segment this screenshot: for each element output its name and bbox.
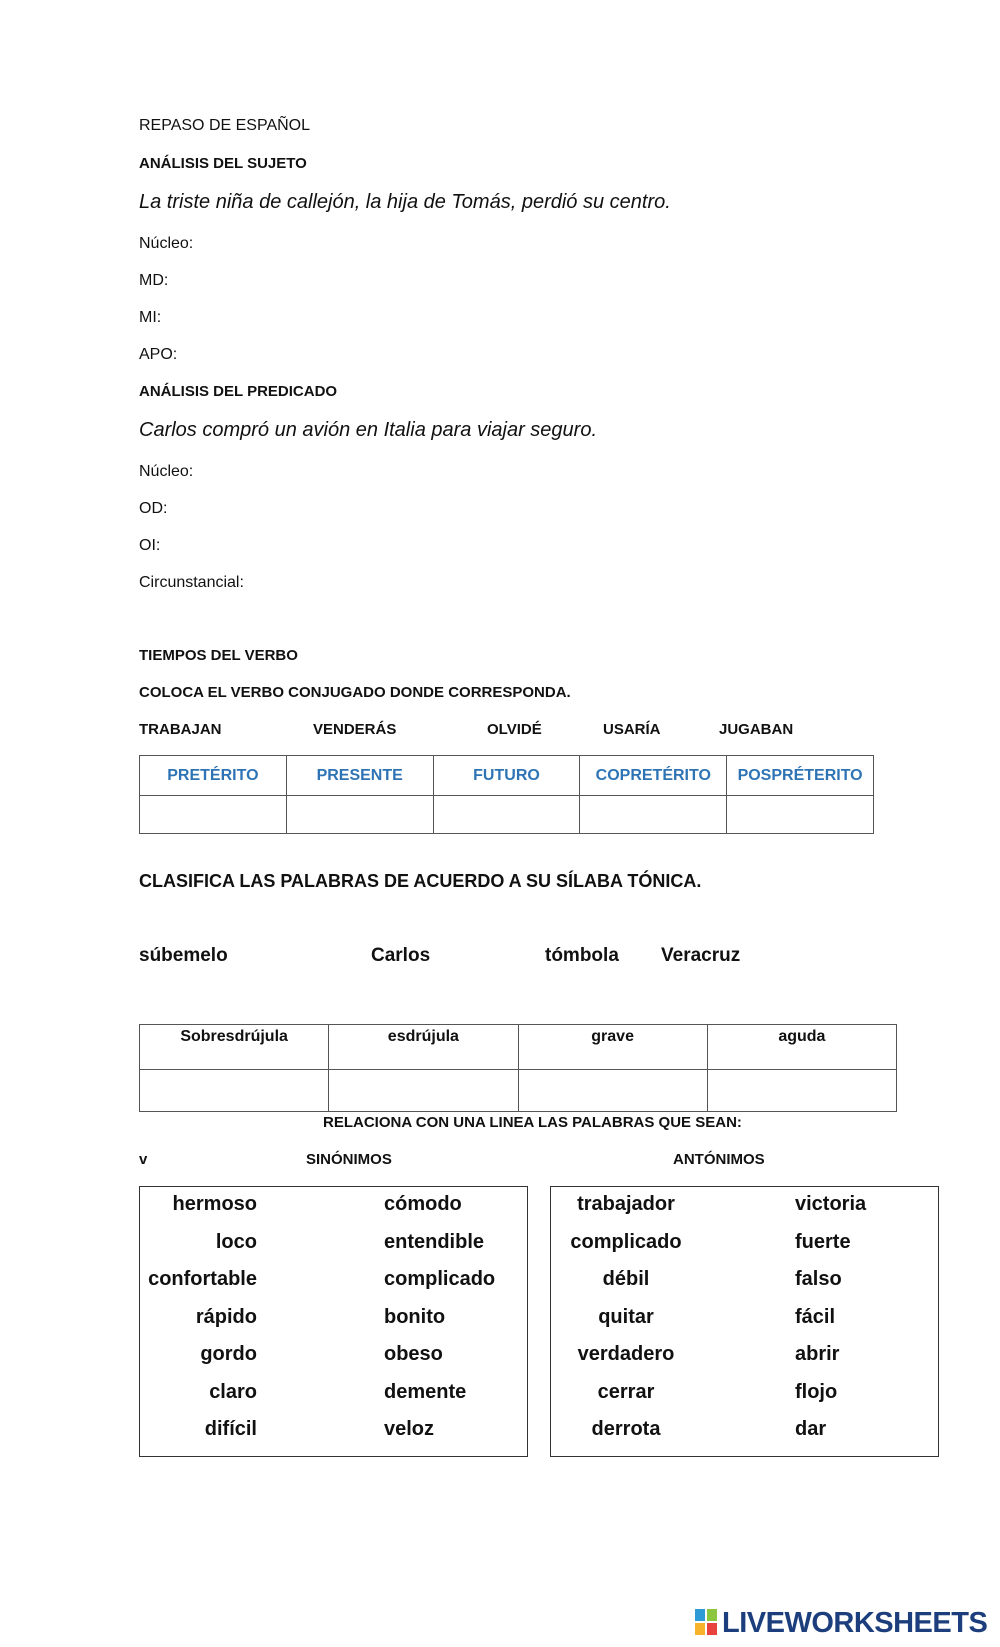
- antonym-left-word[interactable]: complicado: [570, 1230, 682, 1253]
- synonym-right-word[interactable]: bonito: [384, 1305, 446, 1328]
- antonym-right-word[interactable]: flojo: [795, 1380, 838, 1403]
- syllable-answer-cell[interactable]: [140, 1070, 329, 1112]
- synonym-left-word[interactable]: claro: [209, 1380, 257, 1403]
- predicate-field-oi: OI:: [139, 537, 161, 554]
- syllable-word: Carlos: [371, 945, 431, 966]
- subject-field-nucleo: Núcleo:: [139, 235, 194, 252]
- subject-field-md: MD:: [139, 272, 169, 289]
- synonym-left-word[interactable]: rápido: [195, 1305, 257, 1328]
- tense-header-presente: PRESENTE: [286, 756, 433, 796]
- antonym-right-word[interactable]: fácil: [795, 1305, 836, 1328]
- antonym-right-word[interactable]: victoria: [795, 1193, 867, 1215]
- antonym-left-word[interactable]: débil: [602, 1268, 650, 1290]
- syllable-answer-cell[interactable]: [518, 1070, 707, 1112]
- antonym-right-word[interactable]: dar: [795, 1418, 827, 1440]
- tense-header-futuro: FUTURO: [433, 756, 580, 796]
- antonyms-label: ANTÓNIMOS: [673, 1151, 765, 1168]
- antonym-left-word[interactable]: cerrar: [597, 1380, 655, 1403]
- synonyms-right-column: [384, 1186, 524, 1449]
- synonym-left-word[interactable]: loco: [215, 1230, 257, 1253]
- subject-field-mi: MI:: [139, 309, 162, 326]
- antonym-right-word[interactable]: abrir: [795, 1343, 840, 1365]
- synonym-right-word[interactable]: complicado: [384, 1268, 496, 1290]
- syllable-header-aguda: aguda: [707, 1025, 896, 1070]
- liveworksheets-wordmark: LIVEWORKSHEETS: [722, 1606, 988, 1639]
- syllable-header-grave: grave: [518, 1025, 707, 1070]
- synonym-right-word[interactable]: cómodo: [384, 1193, 462, 1215]
- relate-marker: v: [139, 1151, 148, 1168]
- predicate-sentence: Carlos compró un avión en Italia para viajar seguro.: [139, 419, 598, 441]
- liveworksheets-mark-icon: [695, 1609, 719, 1637]
- page-title: REPASO DE ESPAÑOL: [139, 117, 311, 134]
- tense-header-pospreterito: POSPRÉTERITO: [727, 756, 874, 796]
- subject-sentence: La triste niña de callejón, la hija de Tomás, perdió su centro.: [139, 191, 671, 213]
- tense-header-preterito: PRETÉRITO: [140, 756, 287, 796]
- liveworksheets-logo: [695, 1608, 987, 1638]
- predicate-heading: ANÁLISIS DEL PREDICADO: [139, 383, 338, 400]
- predicate-field-circunstancial: Circunstancial:: [139, 574, 244, 591]
- syllables-heading: CLASIFICA LAS PALABRAS DE ACUERDO A SU SÍLABA TÓNICA.: [139, 871, 702, 891]
- subject-heading: ANÁLISIS DEL SUJETO: [139, 155, 307, 172]
- antonyms-right-column: [795, 1186, 925, 1449]
- tense-answer-cell[interactable]: [727, 796, 874, 834]
- antonyms-left-column: [556, 1186, 696, 1449]
- relate-heading: RELACIONA CON UNA LINEA LAS PALABRAS QUE SEAN:: [323, 1114, 742, 1131]
- syllable-word: súbemelo: [139, 945, 228, 966]
- verb-word: VENDERÁS: [313, 721, 397, 738]
- synonym-left-word[interactable]: gordo: [200, 1343, 257, 1365]
- synonym-left-word[interactable]: difícil: [204, 1418, 257, 1440]
- predicate-field-od: OD:: [139, 500, 168, 517]
- synonym-left-word[interactable]: hermoso: [172, 1193, 257, 1215]
- syllable-answer-cell[interactable]: [707, 1070, 896, 1112]
- predicate-field-nucleo: Núcleo:: [139, 463, 194, 480]
- verbs-instruction: COLOCA EL VERBO CONJUGADO DONDE CORRESPONDA.: [139, 684, 571, 701]
- tense-answer-cell[interactable]: [580, 796, 727, 834]
- verbs-heading: TIEMPOS DEL VERBO: [139, 647, 298, 664]
- syllable-table: [139, 1024, 897, 1112]
- syllable-word: tómbola: [545, 945, 619, 966]
- antonym-left-word[interactable]: derrota: [591, 1418, 661, 1440]
- syllable-word: Veracruz: [661, 945, 741, 966]
- synonym-right-word[interactable]: demente: [384, 1380, 467, 1403]
- antonym-left-word[interactable]: quitar: [598, 1305, 654, 1328]
- syllable-header-sobresdrujula: Sobresdrújula: [140, 1025, 329, 1070]
- tense-answer-cell[interactable]: [286, 796, 433, 834]
- verb-word: TRABAJAN: [139, 721, 222, 738]
- verb-tense-table: [139, 755, 874, 834]
- verb-word: JUGABAN: [719, 721, 794, 738]
- synonyms-left-column: [139, 1186, 257, 1449]
- subject-field-apo: APO:: [139, 346, 178, 363]
- tense-answer-cell[interactable]: [433, 796, 580, 834]
- antonym-left-word[interactable]: trabajador: [577, 1193, 675, 1215]
- synonym-right-word[interactable]: obeso: [384, 1343, 443, 1365]
- syllable-header-esdrujula: esdrújula: [329, 1025, 518, 1070]
- verb-word: OLVIDÉ: [487, 721, 542, 738]
- synonym-left-word[interactable]: confortable: [148, 1268, 257, 1290]
- synonym-right-word[interactable]: entendible: [384, 1230, 485, 1253]
- antonym-right-word[interactable]: falso: [795, 1268, 842, 1290]
- verb-word: USARÍA: [603, 721, 661, 738]
- antonym-right-word[interactable]: fuerte: [795, 1230, 851, 1253]
- antonym-left-word[interactable]: verdadero: [577, 1343, 675, 1365]
- tense-header-copreterito: COPRETÉRITO: [580, 756, 727, 796]
- synonyms-label: SINÓNIMOS: [306, 1151, 392, 1168]
- synonym-right-word[interactable]: veloz: [384, 1418, 435, 1440]
- syllable-answer-cell[interactable]: [329, 1070, 518, 1112]
- tense-answer-cell[interactable]: [140, 796, 287, 834]
